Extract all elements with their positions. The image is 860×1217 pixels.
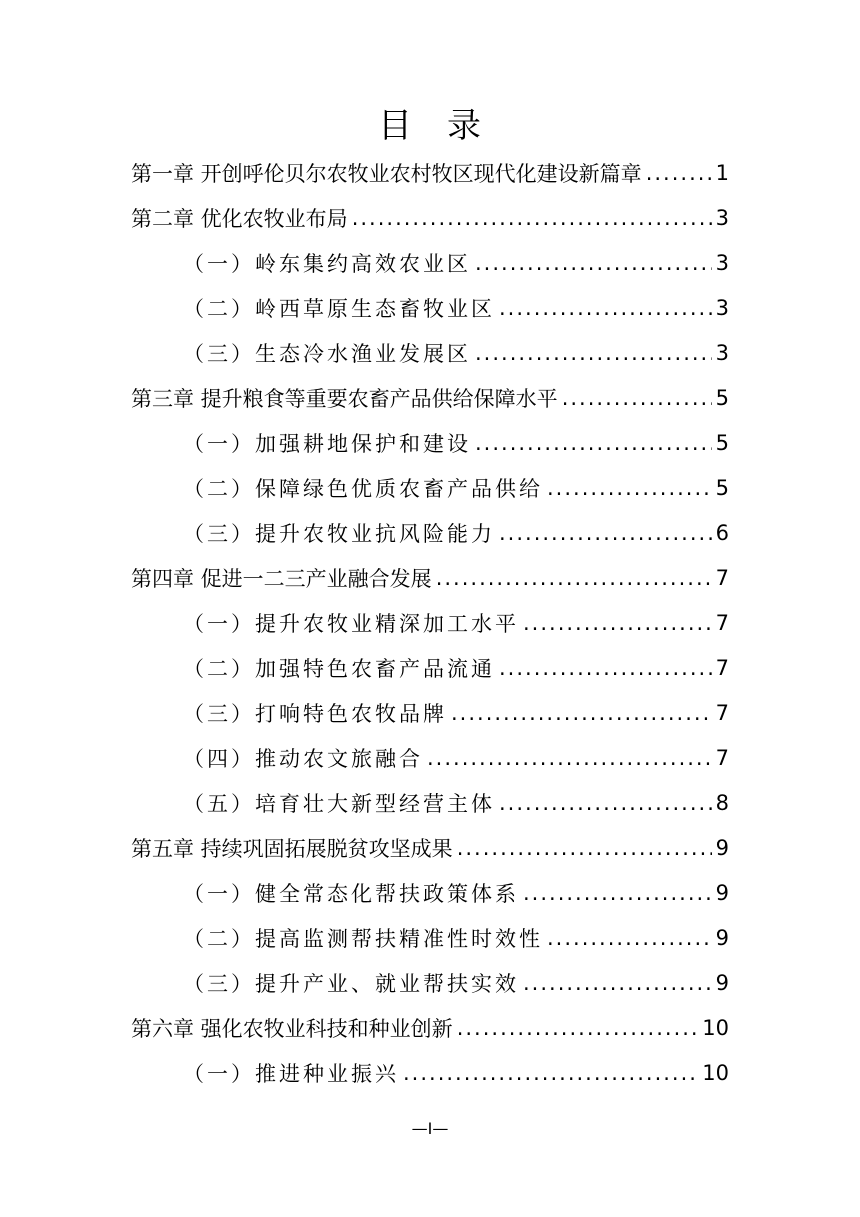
dot-leader [499, 521, 712, 545]
toc-page-number: 9 [715, 835, 729, 860]
toc-page-number: 3 [715, 250, 729, 275]
toc-page-number: 9 [715, 970, 729, 995]
toc-page-number: 8 [715, 790, 729, 815]
toc-section-entry[interactable] [183, 600, 729, 645]
toc-entry-label: 第一章 开创呼伦贝尔农牧业农村牧区现代化建设新篇章 [131, 161, 642, 186]
toc-entry-label: （一）岭东集约高效农业区 [183, 251, 471, 276]
dot-leader [499, 791, 712, 815]
toc-page-number: 3 [715, 340, 729, 365]
dot-leader [499, 656, 712, 680]
toc-chapter-entry[interactable] [131, 555, 729, 600]
toc-section-entry[interactable] [183, 420, 729, 465]
dot-leader [547, 476, 712, 500]
dot-leader [499, 296, 712, 320]
toc-entry-label: （二）岭西草原生态畜牧业区 [183, 296, 495, 321]
toc-section-entry[interactable] [183, 780, 729, 825]
toc-page-number: 3 [715, 295, 729, 320]
dot-leader [523, 971, 712, 995]
toc-entry-label: 第三章 提升粮食等重要农畜产品供给保障水平 [131, 386, 558, 411]
dot-leader [562, 386, 712, 410]
toc-chapter-entry[interactable] [131, 825, 729, 870]
toc-page-number: 5 [715, 385, 729, 410]
dot-leader [523, 881, 712, 905]
toc-page-number: 9 [715, 925, 729, 950]
toc-page-number: 5 [715, 475, 729, 500]
toc-entry-label: （一）提升农牧业精深加工水平 [183, 611, 519, 636]
toc-section-entry[interactable] [183, 285, 729, 330]
toc-chapter-entry[interactable] [131, 195, 729, 240]
dot-leader [475, 251, 712, 275]
dot-leader [547, 926, 712, 950]
dot-leader [436, 566, 712, 590]
toc-page-number: 3 [715, 205, 729, 230]
toc-entry-label: （四）推动农文旅融合 [183, 746, 423, 771]
toc-page-number: 7 [715, 700, 729, 725]
dot-leader [451, 701, 712, 725]
toc-section-entry[interactable] [183, 915, 729, 960]
toc-entry-label: （二）保障绿色优质农畜产品供给 [183, 476, 543, 501]
toc-section-entry[interactable] [183, 1050, 729, 1095]
toc-chapter-entry[interactable] [131, 150, 729, 195]
toc-page-number: 9 [715, 880, 729, 905]
dot-leader [646, 161, 712, 185]
toc-section-entry[interactable] [183, 240, 729, 285]
page-number-footer: —I— [411, 1119, 449, 1138]
toc-entry-label: （一）推进种业振兴 [183, 1061, 399, 1086]
dot-leader [475, 341, 712, 365]
toc-page-number: 10 [702, 1060, 729, 1085]
toc-section-entry[interactable] [183, 960, 729, 1005]
toc-section-entry[interactable] [183, 510, 729, 555]
toc-section-entry[interactable] [183, 735, 729, 780]
toc-entry-label: （一）加强耕地保护和建设 [183, 431, 471, 456]
toc-entry-label: （二）加强特色农畜产品流通 [183, 656, 495, 681]
dot-leader [403, 1061, 698, 1085]
toc-section-entry[interactable] [183, 330, 729, 375]
toc-section-entry[interactable] [183, 645, 729, 690]
toc-entry-label: （三）提升产业、就业帮扶实效 [183, 971, 519, 996]
toc-entry-label: 第六章 强化农牧业科技和种业创新 [131, 1016, 453, 1041]
toc-page-number: 5 [715, 430, 729, 455]
toc-page-number: 1 [715, 160, 729, 185]
title-char-1: 目 [378, 106, 413, 146]
dot-leader [475, 431, 712, 455]
title-char-2: 录 [447, 106, 482, 146]
toc-page-number: 10 [702, 1015, 729, 1040]
dot-leader [457, 1016, 699, 1040]
toc-entry-label: （二）提高监测帮扶精准性时效性 [183, 926, 543, 951]
dot-leader [457, 836, 712, 860]
toc-page-number: 7 [715, 745, 729, 770]
dot-leader [352, 206, 712, 230]
toc-section-entry[interactable] [183, 465, 729, 510]
toc-chapter-entry[interactable] [131, 1005, 729, 1050]
toc-page-number: 6 [715, 520, 729, 545]
toc-page-number: 7 [715, 655, 729, 680]
page-title [0, 104, 860, 148]
toc-entry-label: 第五章 持续巩固拓展脱贫攻坚成果 [131, 836, 453, 861]
toc-section-entry[interactable] [183, 690, 729, 735]
toc-chapter-entry[interactable] [131, 375, 729, 420]
toc-page-number: 7 [715, 610, 729, 635]
toc-entry-label: （五）培育壮大新型经营主体 [183, 791, 495, 816]
toc-entry-label: （三）生态冷水渔业发展区 [183, 341, 471, 366]
toc-entry-label: 第四章 促进一二三产业融合发展 [131, 566, 432, 591]
toc-entry-label: （三）打响特色农牧品牌 [183, 701, 447, 726]
toc-entry-label: （一）健全常态化帮扶政策体系 [183, 881, 519, 906]
toc-section-entry[interactable] [183, 870, 729, 915]
toc-entry-label: 第二章 优化农牧业布局 [131, 206, 348, 231]
toc-page-number: 7 [715, 565, 729, 590]
dot-leader [523, 611, 712, 635]
toc-entry-label: （三）提升农牧业抗风险能力 [183, 521, 495, 546]
dot-leader [427, 746, 712, 770]
